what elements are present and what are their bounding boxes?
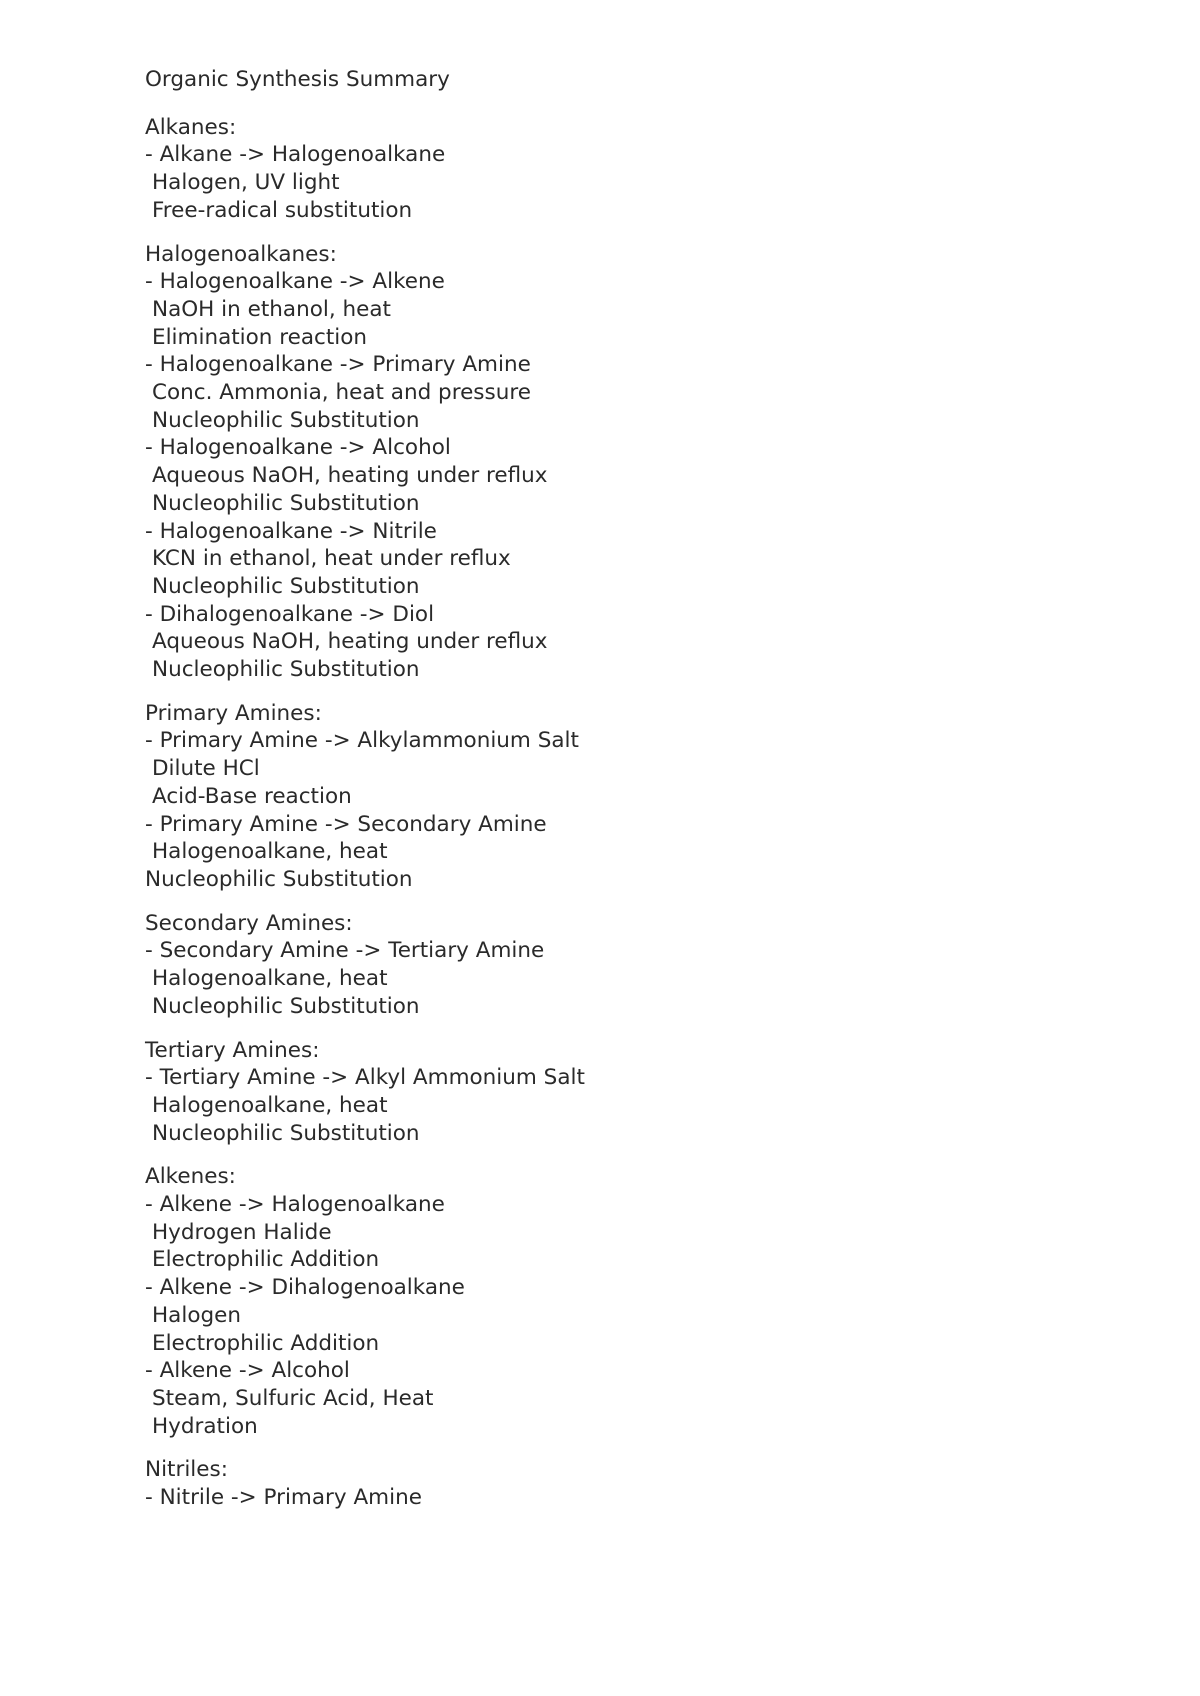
reaction-detail-line: Hydration [152, 1413, 258, 1439]
reaction-detail-line: Dilute HCl [152, 756, 260, 782]
reaction-detail-line: Nucleophilic Substitution [152, 490, 420, 516]
reaction-line: - Halogenoalkane -> Alkene [145, 269, 445, 295]
section-heading: Nitriles: [145, 1457, 228, 1483]
reaction-line: - Halogenoalkane -> Primary Amine [145, 352, 531, 378]
section [145, 1163, 1045, 1440]
section-heading: Alkenes: [145, 1164, 236, 1190]
section-heading: Secondary Amines: [145, 910, 353, 936]
reaction-detail-line: Halogen [152, 1302, 241, 1328]
reaction-detail-line: Halogenoalkane, heat [152, 839, 388, 865]
reaction-line: - Alkene -> Alcohol [145, 1358, 350, 1384]
reaction-line: - Primary Amine -> Secondary Amine [145, 811, 547, 837]
reaction-detail-line: Free-radical substitution [152, 197, 413, 223]
reaction-detail-line: Nucleophilic Substitution [152, 1120, 420, 1146]
reaction-line: - Alkane -> Halogenoalkane [145, 142, 446, 168]
reaction-detail-line: Nucleophilic Substitution [152, 407, 420, 433]
document-title: Organic Synthesis Summary [145, 67, 450, 92]
section-heading: Halogenoalkanes: [145, 241, 337, 267]
reaction-detail-line: Electrophilic Addition [152, 1247, 380, 1273]
reaction-line: - Dihalogenoalkane -> Diol [145, 601, 435, 627]
reaction-line: - Primary Amine -> Alkylammonium Salt [145, 728, 579, 754]
reaction-line: Nucleophilic Substitution [145, 866, 413, 892]
reaction-detail-line: Acid-Base reaction [152, 783, 352, 809]
reaction-line: - Alkene -> Halogenoalkane [145, 1192, 445, 1218]
reaction-detail-line: NaOH in ethanol, heat [152, 296, 391, 322]
section-heading: Primary Amines: [145, 700, 322, 726]
reaction-detail-line: Conc. Ammonia, heat and pressure [152, 380, 531, 406]
sections-container [145, 114, 1045, 1512]
reaction-detail-line: Steam, Sulfuric Acid, Heat [152, 1385, 434, 1411]
section [145, 1037, 1045, 1148]
reaction-detail-line: Halogenoalkane, heat [152, 966, 388, 992]
reaction-line: - Halogenoalkane -> Alcohol [145, 435, 451, 461]
reaction-detail-line: Nucleophilic Substitution [152, 657, 420, 683]
reaction-detail-line: Electrophilic Addition [152, 1330, 380, 1356]
section [145, 114, 1045, 225]
reaction-line: - Alkene -> Dihalogenoalkane [145, 1275, 465, 1301]
section-heading: Alkanes: [145, 114, 237, 140]
reaction-detail-line: Nucleophilic Substitution [152, 573, 420, 599]
reaction-line: - Tertiary Amine -> Alkyl Ammonium Salt [145, 1065, 585, 1091]
reaction-line: - Halogenoalkane -> Nitrile [145, 518, 437, 544]
section [145, 700, 1045, 894]
reaction-detail-line: Aqueous NaOH, heating under reflux [152, 463, 548, 489]
reaction-detail-line: Hydrogen Halide [152, 1219, 332, 1245]
document-page [145, 66, 1045, 1528]
reaction-detail-line: Nucleophilic Substitution [152, 993, 420, 1019]
reaction-detail-line: KCN in ethanol, heat under reflux [152, 546, 511, 572]
reaction-line: - Nitrile -> Primary Amine [145, 1485, 422, 1511]
reaction-line: - Secondary Amine -> Tertiary Amine [145, 938, 545, 964]
reaction-detail-line: Halogen, UV light [152, 170, 340, 196]
section [145, 1456, 1045, 1511]
section [145, 910, 1045, 1021]
section-heading: Tertiary Amines: [145, 1037, 320, 1063]
reaction-detail-line: Elimination reaction [152, 324, 368, 350]
reaction-detail-line: Aqueous NaOH, heating under reflux [152, 629, 548, 655]
section [145, 241, 1045, 684]
reaction-detail-line: Halogenoalkane, heat [152, 1092, 388, 1118]
